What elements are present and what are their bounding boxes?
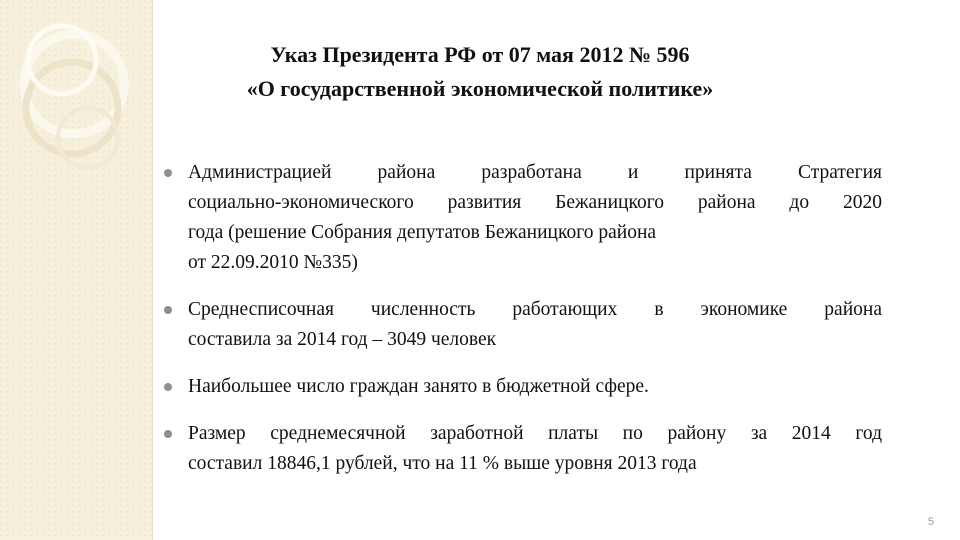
- bullet-dot-icon: [164, 383, 172, 391]
- title-line-1: Указ Президента РФ от 07 мая 2012 № 596: [270, 42, 690, 67]
- bullet-employment: [162, 295, 882, 355]
- decorative-sidebar: [0, 0, 153, 540]
- bullet-text-line: социально-экономического развития Бежаницкого района до 2020: [188, 192, 882, 213]
- slide-title: [150, 38, 810, 106]
- bullet-salary: [162, 419, 882, 479]
- bullet-text-line: Среднесписочная численность работающих в экономике района: [188, 299, 882, 320]
- title-line-2: «О государственной экономической политике»: [246, 76, 714, 101]
- bullet-dot-icon: [164, 306, 172, 314]
- bullet-text-line: года (решение Собрания депутатов Бежаницкого района: [188, 222, 657, 243]
- page-number: 5: [927, 516, 934, 528]
- bullet-budget-sector: [162, 372, 882, 402]
- bullet-strategy: [162, 158, 882, 278]
- bullet-text-line: Администрацией района разработана и принята Стратегия: [188, 162, 882, 183]
- bullet-text-line: составила за 2014 год – 3049 человек: [188, 329, 497, 350]
- decorative-rings-graphic: [0, 0, 152, 540]
- bullet-list: [162, 158, 882, 496]
- bullet-dot-icon: [164, 169, 172, 177]
- bullet-text-line: составил 18846,1 рублей, что на 11 % выше уровня 2013 года: [188, 453, 697, 474]
- bullet-text-line: от 22.09.2010 №335): [188, 252, 358, 273]
- bullet-dot-icon: [164, 430, 172, 438]
- bullet-text-line: Размер среднемесячной заработной платы по району за 2014 год: [188, 423, 882, 444]
- bullet-text-line: Наибольшее число граждан занято в бюджетной сфере.: [188, 376, 649, 397]
